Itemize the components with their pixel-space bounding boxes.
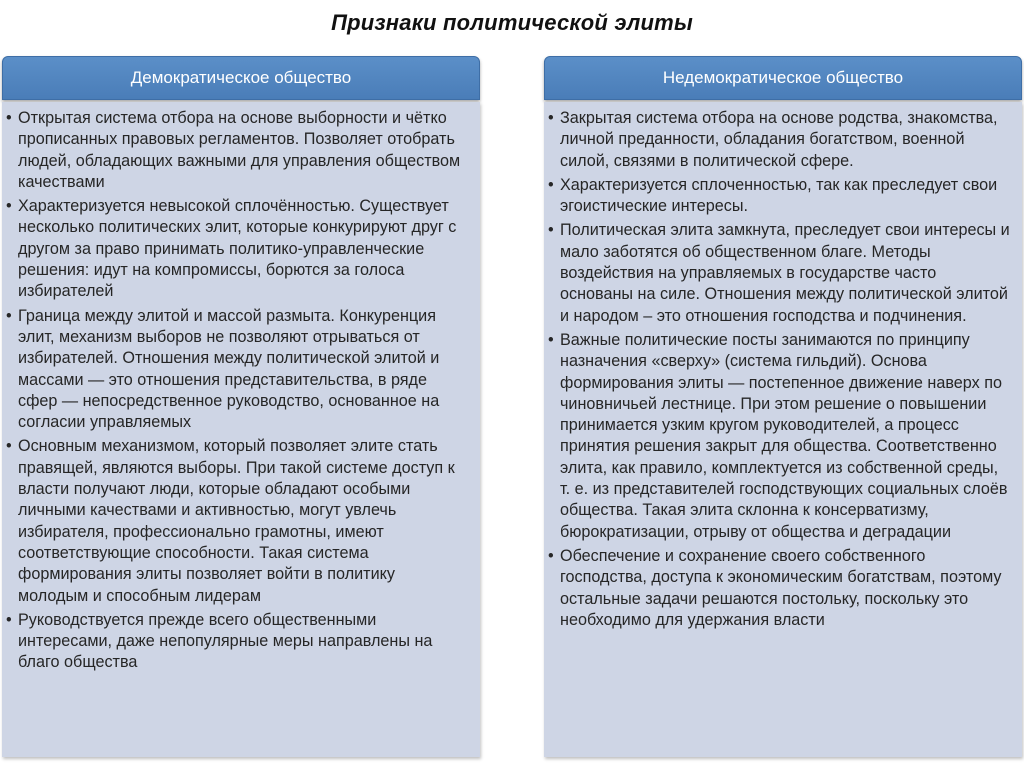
list-item	[6, 108, 468, 193]
list-item	[6, 610, 468, 674]
democratic-list	[6, 108, 468, 674]
democratic-body	[2, 102, 480, 757]
list-item-text: Открытая система отбора на основе выборности и чётко прописанных правовых регламентов. Позволяет отобрать людей, обладающих важными для управления обществом качествами	[18, 109, 461, 191]
bullet-icon: •	[6, 437, 12, 456]
list-item	[548, 546, 1010, 631]
bullet-icon: •	[548, 109, 554, 127]
list-item	[548, 220, 1010, 326]
bullet-icon: •	[6, 109, 12, 127]
non-democratic-column	[544, 56, 1022, 757]
list-item	[548, 330, 1010, 543]
list-item-text: Руководствуется прежде всего общественными интересами, даже непопулярные меры направлены на благо общества	[18, 610, 433, 672]
list-item-text: Политическая элита замкнута, преследует свои интересы и мало заботятся об общественном благе. Методы воздействия на управляемых в государстве часто основаны на силе. Отношения между политической элитой и народом – это отношения господства и подчинения.	[560, 221, 1010, 325]
list-item-text: Характеризуется сплоченностью, так как преследует свои эгоистические интересы.	[560, 175, 998, 216]
list-item	[548, 108, 1010, 172]
non-democratic-body	[544, 102, 1022, 757]
non-democratic-list	[548, 108, 1010, 631]
democratic-column	[2, 56, 480, 757]
bullet-icon: •	[548, 330, 554, 349]
list-item-text: Закрытая система отбора на основе родства, знакомства, личной преданности, обладания богатством, военной силой, связями в политической сфере.	[560, 109, 998, 170]
list-item-text: Важные политические посты занимаются по принципу назначения «сверху» (система гильдий). Основа формирования элиты — постепенное движение наверх по чиновничьей лестнице. При этом решение о повышении принимается узким кругом руководителей, а процесс принятия решения закрыт для общества. Соответственно элита, как правило, комплектуется из собственной среды, т. е. из представителей господствующих социальных слоёв общества. Такая элита склонна к консерватизму, бюрократизации, отрыву от общества и деградации	[560, 330, 1008, 541]
list-item-text: Граница между элитой и массой размыта. Конкуренция элит, механизм выборов не позволяют отрываться от избирателей. Отношения между политической элитой и массами — это отношения представительства, в ряде сфер — непосредственное руководство, основанное на согласии управляемых	[18, 306, 440, 432]
democratic-header: Демократическое общество	[2, 56, 480, 100]
list-item	[6, 196, 468, 302]
page-title: Признаки политической элиты	[331, 10, 693, 35]
list-item	[548, 175, 1010, 218]
list-item-text: Обеспечение и сохранение своего собственного господства, доступа к экономическим богатствам, поэтому остальные задачи решаются постольку, поскольку это необходимо для удержания власти	[560, 546, 1002, 629]
bullet-icon: •	[6, 306, 12, 325]
list-item	[6, 436, 468, 606]
bullet-icon: •	[548, 175, 554, 194]
list-item-text: Основным механизмом, который позволяет элите стать правящей, являются выборы. При такой системе доступ к власти получают люди, которые обладают особыми личными качествами и активностью, могут увлечь избирателя, профессионально грамотны, имеют соответствующие способности. Такая система формирования элиты позволяет войти в политику молодым и способным лидерам	[18, 437, 455, 605]
list-item	[6, 306, 468, 434]
non-democratic-header: Недемократическое общество	[544, 56, 1022, 100]
bullet-icon: •	[548, 221, 554, 240]
bullet-icon: •	[6, 197, 12, 216]
bullet-icon: •	[548, 546, 554, 565]
list-item-text: Характеризуется невысокой сплочённостью. Существует несколько политических элит, которые конкурируют друг с другом за право принимать политико-управленческие решения: идут на компромиссы, борются за голоса избирателей	[18, 197, 457, 301]
bullet-icon: •	[6, 610, 12, 629]
